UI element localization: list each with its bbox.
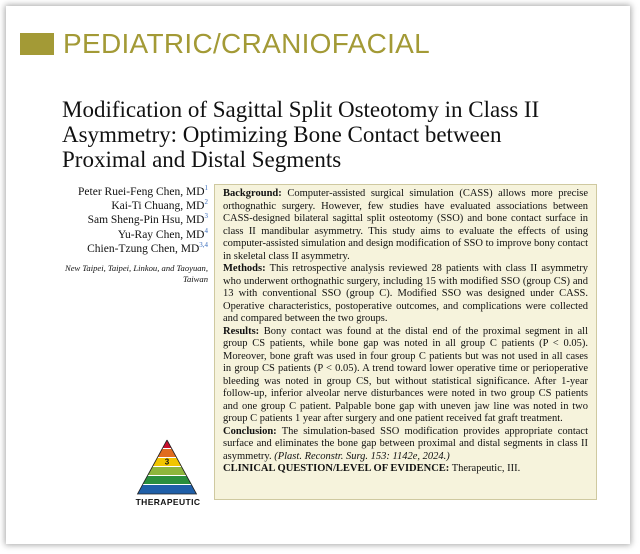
author: Sam Sheng-Pin Hsu, $MD^3$ [87, 212, 208, 227]
author: Yu-Ray Chen, $MD^4$ [117, 226, 208, 241]
section-title: PEDIATRIC/CRANIOFACIAL [63, 28, 431, 59]
article-title: Modification of Sagittal Split Osteotomy in Class II Asymmetry: Optimizing Bone Contact between Proximal and Distal Segments [62, 97, 540, 172]
pyramid-tier-5 [143, 476, 192, 484]
evidence-pyramid-icon [133, 438, 201, 498]
pyramid-tier-1 [163, 440, 172, 448]
evidence-label: THERAPEUTIC [135, 497, 201, 507]
author-list [40, 185, 208, 285]
section-color-bar [20, 33, 54, 55]
affiliation: New Taipei, Taipei, Linkou, and Taoyuan, Taiwan [64, 263, 208, 285]
author: Peter Ruei-Feng Chen, $MD^1$ [78, 184, 208, 198]
abstract-results: Results: Bony contact was found at the distal end of the proximal segment in all group CS patients, while bone gap was noted in all group C patients (P < 0.05). Moreover, bone graft was used in four group C patients but was not used in all cases in group CS patients (P < 0.05). A trend toward lower operative time or perioperative bleeding was noted in group CS, but without statistical significance. After 1-year follow-up, inferior alveolar nerve disturbances were noted in two group CS patients and one group C patient. Palpable bone gap with uneven jaw line was noted in two group C patients 1 year after surgery and one patient received fat graft treatment. [223, 325, 588, 424]
pyramid-tier-4 [148, 467, 187, 475]
evidence-level: 3 [164, 457, 170, 467]
abstract-background: Background: Computer-assisted surgical simulation (CASS) allows more precise orthognathic surgery. However, few studies have evaluated associations between CASS-designed bilateral sagittal split osteotomy (SSO) and bone contact surface in class II mandibular asymmetry. This study aims to evaluate the effects of using computer-assisted simulation and design modification of SSO to improve bony contact in skeletal class II asymmetry. [223, 188, 588, 262]
abstract-clinical-question: CLINICAL QUESTION/LEVEL OF EVIDENCE: Therapeutic, III. [223, 463, 521, 474]
pyramid-tier-6 [138, 485, 197, 494]
author: Kai-Ti Chuang, $MD^2$ [111, 198, 208, 213]
abstract-methods: Methods: This retrospective analysis reviewed 28 patients with class II asymmetry who underwent orthognathic surgery, including 15 with modified SSO (group CS) and 13 with conventional SSO (group C). Modified SSO was designed under CASS. Operative characteristics, postoperative outcomes, and complications were collected and compared between the two groups. [223, 263, 588, 324]
abstract-box [214, 184, 597, 500]
citation: (Plast. Reconstr. Surg. 153: 1142e, 2024.) [274, 450, 450, 462]
author: Chien-Tzung Chen, MD$^{3,4}$ [87, 240, 208, 255]
abstract-conclusion: Conclusion: The simulation-based SSO modification provides appropriate contact surface and eliminates the bone gap between proximal and distal segments in class II asymmetry. (Plast. Reconstr. Surg. 153: 1142e, 2024.) [223, 425, 589, 462]
